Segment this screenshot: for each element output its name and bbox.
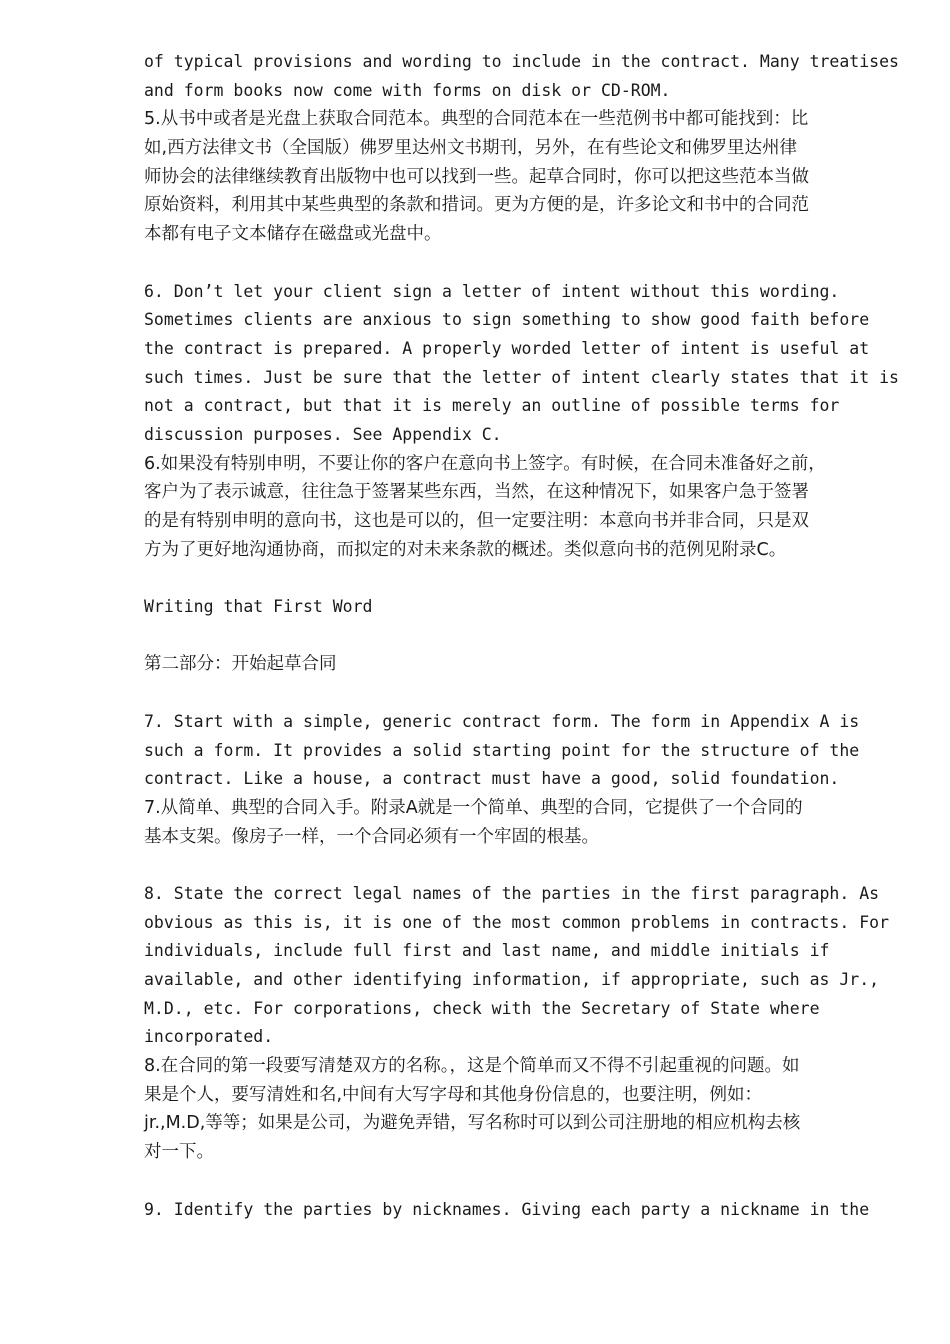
- paragraph-gap: [144, 679, 884, 708]
- text-line: the contract is prepared. A properly worded letter of intent is useful at: [144, 338, 870, 358]
- text-line: not a contract, but that it is merely an outline of possible terms for: [144, 396, 840, 416]
- text-line: Sometimes clients are anxious to sign something to show good faith before: [144, 310, 870, 330]
- text-line: obvious as this is, it is one of the most common problems in contracts. For: [144, 912, 890, 932]
- paragraph-5-chinese: [144, 105, 884, 248]
- text-line: 果是个人，要写清姓和名,中间有大写字母和其他身份信息的，也要注明，例如：: [144, 1084, 763, 1105]
- document-page: [144, 48, 899, 1224]
- text-line: such times. Just be sure that the letter of intent clearly states that it is: [144, 367, 899, 387]
- text-line: and form books now come with forms on disk or CD-ROM.: [144, 80, 671, 100]
- section-heading-chinese: 第二部分：开始起草合同: [144, 654, 337, 675]
- text-line: 8.在合同的第一段要写清楚双方的名称。，这是个简单而又不得不引起重视的问题。如: [144, 1056, 800, 1077]
- text-line: 7.从简单、典型的合同入手。附录A就是一个简单、典型的合同，它提供了一个合同的: [144, 797, 803, 818]
- text-line: individuals, include full first and last name, and middle initials if: [144, 941, 830, 961]
- text-line: 8. State the correct legal names of the parties in the first paragraph. As: [144, 883, 880, 903]
- text-line: 如,西方法律文书（全国版）佛罗里达州文书期刊，另外，在有些论文和佛罗里达州律: [144, 138, 798, 159]
- text-line: jr.,M.D,等等；如果是公司，为避免弄错，写名称时可以到公司注册地的相应机构去核: [144, 1113, 801, 1134]
- text-line: M.D., etc. For corporations, check with the Secretary of State where: [144, 998, 820, 1018]
- text-line: 本都有电子文本储存在磁盘或光盘中。: [144, 224, 442, 245]
- text-line: available, and other identifying information, if appropriate, such as Jr.,: [144, 970, 880, 989]
- paragraph-gap: [144, 851, 884, 880]
- section-heading-english: Writing that First Word: [144, 597, 373, 617]
- paragraph-6-chinese: [144, 450, 884, 565]
- paragraph-8-chinese: [144, 1052, 884, 1167]
- text-line: 基本支架。像房子一样，一个合同必须有一个牢固的根基。: [144, 826, 599, 847]
- intro-paragraph: [144, 48, 899, 105]
- text-line: 9. Identify the parties by nicknames. Giving each party a nickname in the: [144, 1199, 870, 1219]
- paragraph-gap: [144, 1167, 884, 1196]
- text-line: 客户为了表示诚意，往往急于签署某些东西，当然，在这种情况下，如果客户急于签署: [144, 482, 809, 503]
- text-line: 6.如果没有特别申明，不要让你的客户在意向书上签字。有时候，在合同未准备好之前，: [144, 453, 826, 474]
- paragraph-gap: [144, 564, 884, 593]
- text-line: 5.从书中或者是光盘上获取合同范本。典型的合同范本在一些范例书中都可能找到：比: [144, 109, 809, 130]
- paragraph-gap: [144, 249, 884, 278]
- paragraph-9-english: [144, 1196, 884, 1225]
- paragraph-8-english: [144, 880, 890, 1052]
- text-line: 原始资料，利用其中某些典型的条款和措词。更为方便的是，许多论文和书中的合同范: [144, 195, 809, 216]
- paragraph-6-english: [144, 278, 899, 450]
- paragraph-gap: [144, 622, 884, 651]
- text-line: contract. Like a house, a contract must have a good, solid foundation.: [144, 769, 840, 789]
- text-line: such a form. It provides a solid starting point for the structure of the: [144, 740, 860, 760]
- paragraph-7-chinese: [144, 794, 884, 851]
- text-line: 师协会的法律继续教育出版物中也可以找到一些。起草合同时，你可以把这些范本当做: [144, 166, 809, 187]
- text-line: 对一下。: [144, 1142, 214, 1163]
- text-line: 的是有特别申明的意向书，这也是可以的，但一定要注明：本意向书并非合同，只是双: [144, 511, 809, 531]
- text-line: incorporated.: [144, 1027, 274, 1047]
- text-line: 7. Start with a simple, generic contract form. The form in Appendix A is: [144, 711, 860, 731]
- text-line: 6. Don’t let your client sign a letter of intent without this wording.: [144, 281, 840, 301]
- text-line: of typical provisions and wording to include in the contract. Many treatises: [144, 52, 899, 71]
- text-line: discussion purposes. See Appendix C.: [144, 424, 502, 444]
- paragraph-7-english: [144, 708, 884, 794]
- text-line: 方为了更好地沟通协商，而拟定的对未来条款的概述。类似意向书的范例见附录C。: [144, 539, 787, 560]
